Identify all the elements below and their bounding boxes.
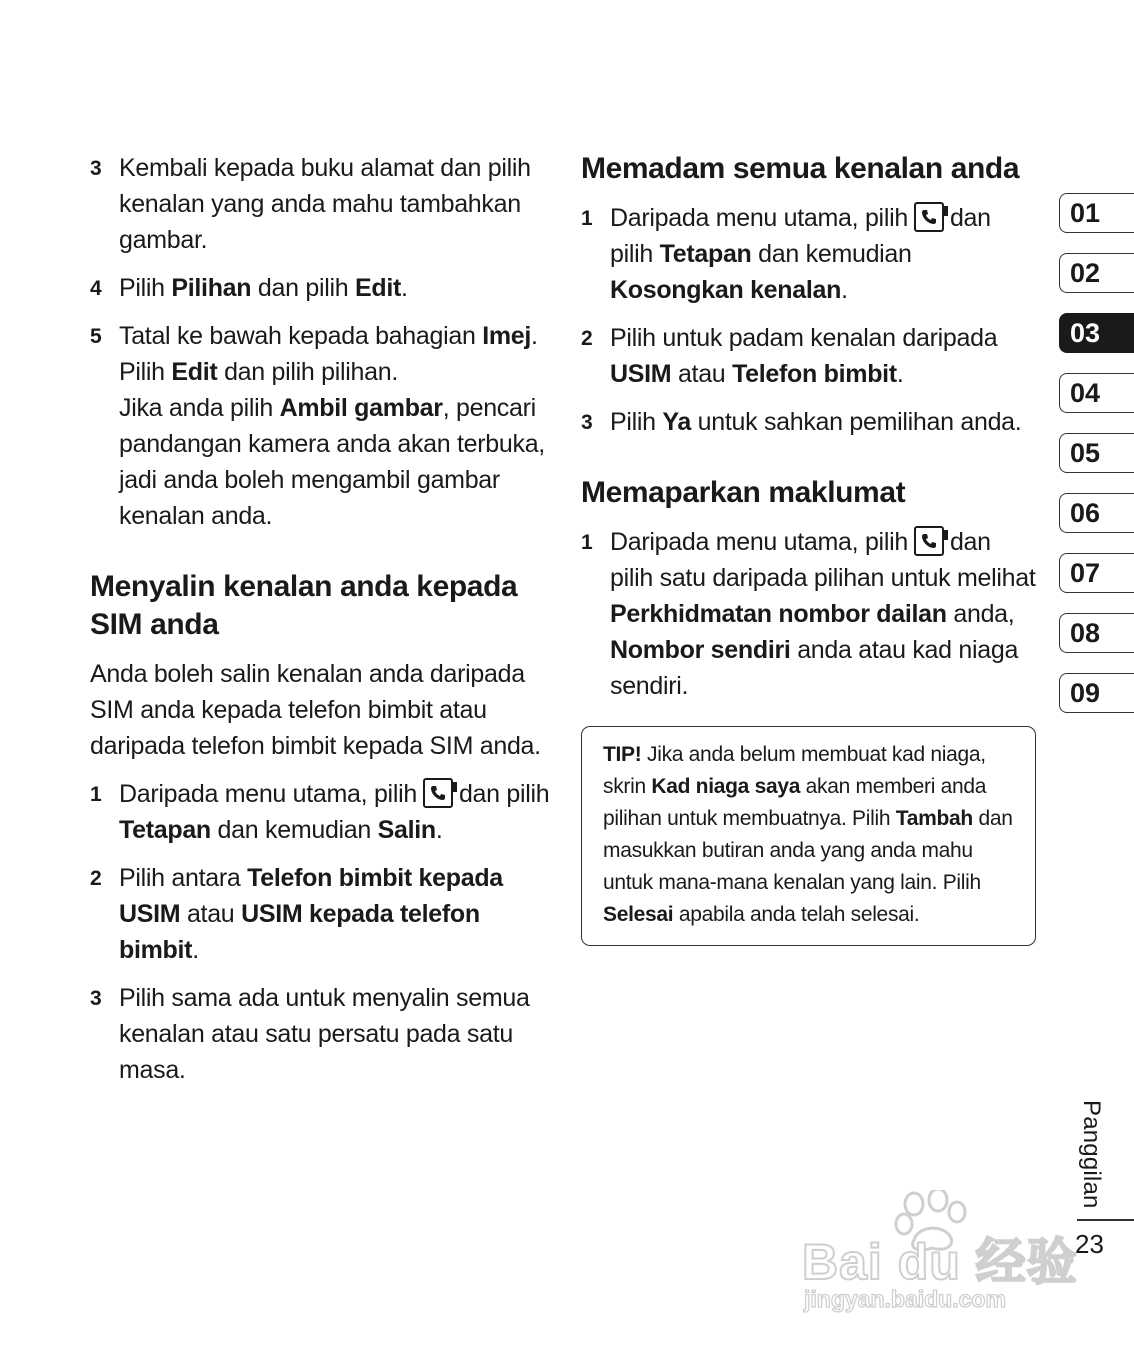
step-number: 1 [581, 207, 593, 230]
delete-step-1 [581, 200, 1036, 308]
copy-step-3 [90, 980, 555, 1088]
chapter-tab-03[interactable]: 03 [1059, 313, 1134, 353]
step-text: Pilih antara [119, 864, 248, 892]
step-text: . [841, 276, 848, 304]
option-imej: Imej [482, 322, 532, 350]
step-number: 3 [581, 411, 593, 434]
phone-book-icon [914, 202, 944, 232]
chapter-tab-06[interactable]: 06 [1059, 493, 1134, 533]
chapter-tab-08[interactable]: 08 [1059, 613, 1134, 653]
step-text: anda atau kad niaga sendiri. [610, 636, 1019, 700]
step-text: Pilih [610, 408, 663, 436]
step-text: Daripada menu utama, pilih [119, 780, 417, 808]
option-edit: Edit [354, 274, 402, 302]
watermark [802, 1190, 1078, 1320]
option-phone-to-usim: Telefon bimbit kepada USIM [119, 864, 503, 928]
section-intro: Anda boleh salin kenalan anda daripada SIM anda kepada telefon bimbit atau daripada telefon bimbit kepada SIM anda. [90, 660, 541, 760]
tip-text: apabila anda telah selesai. [673, 903, 920, 926]
watermark-logo: Bai du 经验 [802, 1234, 1078, 1290]
step-text: untuk sahkan pemilihan anda. [691, 408, 1022, 436]
step-text: Pilih [119, 358, 172, 386]
step-line [119, 354, 555, 390]
copy-step-2 [90, 860, 555, 968]
step-4-intro [90, 270, 555, 306]
step-number: 4 [90, 277, 102, 300]
option-kad-niaga-saya: Kad niaga saya [651, 775, 801, 798]
phone-book-icon [914, 526, 944, 556]
step-number: 1 [581, 531, 593, 554]
step-text: dan kemudian [751, 240, 912, 268]
option-ambil-gambar: Ambil gambar [279, 394, 443, 422]
step-text: , pencari pandangan kamera anda akan terbuka, jadi anda boleh mengambil gambar kenalan anda. [119, 394, 545, 530]
tip-text: dan masukkan butiran anda yang anda mahu untuk mana-mana kenalan yang lain. Pilih [603, 807, 1013, 894]
step-text: dan pilih satu daripada pilihan untuk melihat [610, 528, 1036, 592]
chapter-tab-09[interactable]: 09 [1059, 673, 1134, 713]
option-selesai: Selesai [603, 903, 674, 926]
option-kosongkan-kenalan: Kosongkan kenalan [610, 276, 842, 304]
step-text: dan pilih [251, 274, 355, 302]
option-salin: Salin [377, 816, 436, 844]
step-text: . [435, 816, 443, 844]
chapter-tab-02[interactable]: 02 [1059, 253, 1134, 293]
option-pilihan: Pilihan [171, 274, 252, 302]
step-5-intro [90, 318, 555, 534]
step-number: 3 [90, 987, 102, 1010]
step-text: . [531, 322, 538, 350]
watermark-url: jingyan.baidu.com [804, 1286, 1006, 1312]
section-title-delete-contacts: Memadam semua kenalan anda [581, 152, 1020, 185]
step-text: Daripada menu utama, pilih [610, 528, 908, 556]
step-text: Pilih sama ada untuk menyalin semua kenalan atau satu persatu pada satu masa. [119, 984, 530, 1084]
section-title-display-info: Memaparkan maklumat [581, 476, 906, 509]
left-column [90, 150, 555, 1100]
step-text: Daripada menu utama, pilih [610, 204, 908, 232]
option-edit: Edit [171, 358, 218, 386]
option-ya: Ya [662, 408, 691, 436]
chapter-tab-04[interactable]: 04 [1059, 373, 1134, 413]
step-text: atau [180, 900, 242, 928]
step-text: Jika anda pilih [119, 394, 280, 422]
step-text: atau [671, 360, 733, 388]
section-title-copy-contacts: Menyalin kenalan anda kepada SIM anda [90, 570, 518, 641]
copy-step-1 [90, 776, 555, 848]
info-step-1 [581, 524, 1036, 704]
option-service-dial-numbers: Perkhidmatan nombor dailan [610, 600, 947, 628]
tip-box [581, 726, 1036, 946]
step-number: 1 [90, 783, 102, 806]
option-tambah: Tambah [895, 807, 973, 830]
step-text: Kembali kepada buku alamat dan pilih kenalan yang anda mahu tambahkan gambar. [119, 154, 531, 254]
step-line [119, 318, 555, 354]
delete-step-2 [581, 320, 1036, 392]
right-column [581, 150, 1036, 946]
tip-label: TIP! [603, 743, 642, 766]
page-number: 23 [1075, 1229, 1104, 1259]
option-tetapan: Tetapan [659, 240, 752, 268]
option-tetapan: Tetapan [119, 816, 211, 844]
step-text: dan pilih pilihan. [217, 358, 398, 386]
step-text: dan pilih [610, 204, 991, 268]
step-line [119, 390, 555, 534]
step-3-intro [90, 150, 555, 258]
step-text: Pilih untuk padam kenalan daripada [610, 324, 998, 352]
step-text: anda, [946, 600, 1015, 628]
delete-step-3 [581, 404, 1036, 440]
footer-divider [1077, 1219, 1134, 1221]
section-label: Panggilan [1078, 1100, 1105, 1209]
step-text: . [192, 936, 199, 964]
step-number: 2 [90, 867, 102, 890]
phone-book-icon [423, 778, 453, 808]
option-usim: USIM [610, 360, 672, 388]
step-text: Tatal ke bawah kepada bahagian [119, 322, 483, 350]
chapter-tab-07[interactable]: 07 [1059, 553, 1134, 593]
step-text: . [401, 274, 408, 302]
option-telefon-bimbit: Telefon bimbit [732, 360, 897, 388]
step-text: . [896, 360, 904, 388]
step-number: 5 [90, 325, 102, 348]
step-text: Pilih [119, 274, 172, 302]
tip-text: akan memberi anda pilihan untuk membuatnya. Pilih [603, 775, 987, 830]
step-number: 3 [90, 157, 102, 180]
tip-text: Jika anda belum membuat kad niaga, skrin [603, 743, 986, 798]
chapter-tab-01[interactable]: 01 [1059, 193, 1134, 233]
chapter-tabs [1059, 193, 1134, 733]
step-text: dan kemudian [210, 816, 378, 844]
step-text: dan pilih [458, 780, 550, 808]
step-number: 2 [581, 327, 593, 350]
chapter-tab-05[interactable]: 05 [1059, 433, 1134, 473]
option-usim-to-phone: USIM kepada telefon bimbit [119, 900, 480, 964]
option-own-number: Nombor sendiri [610, 636, 791, 664]
